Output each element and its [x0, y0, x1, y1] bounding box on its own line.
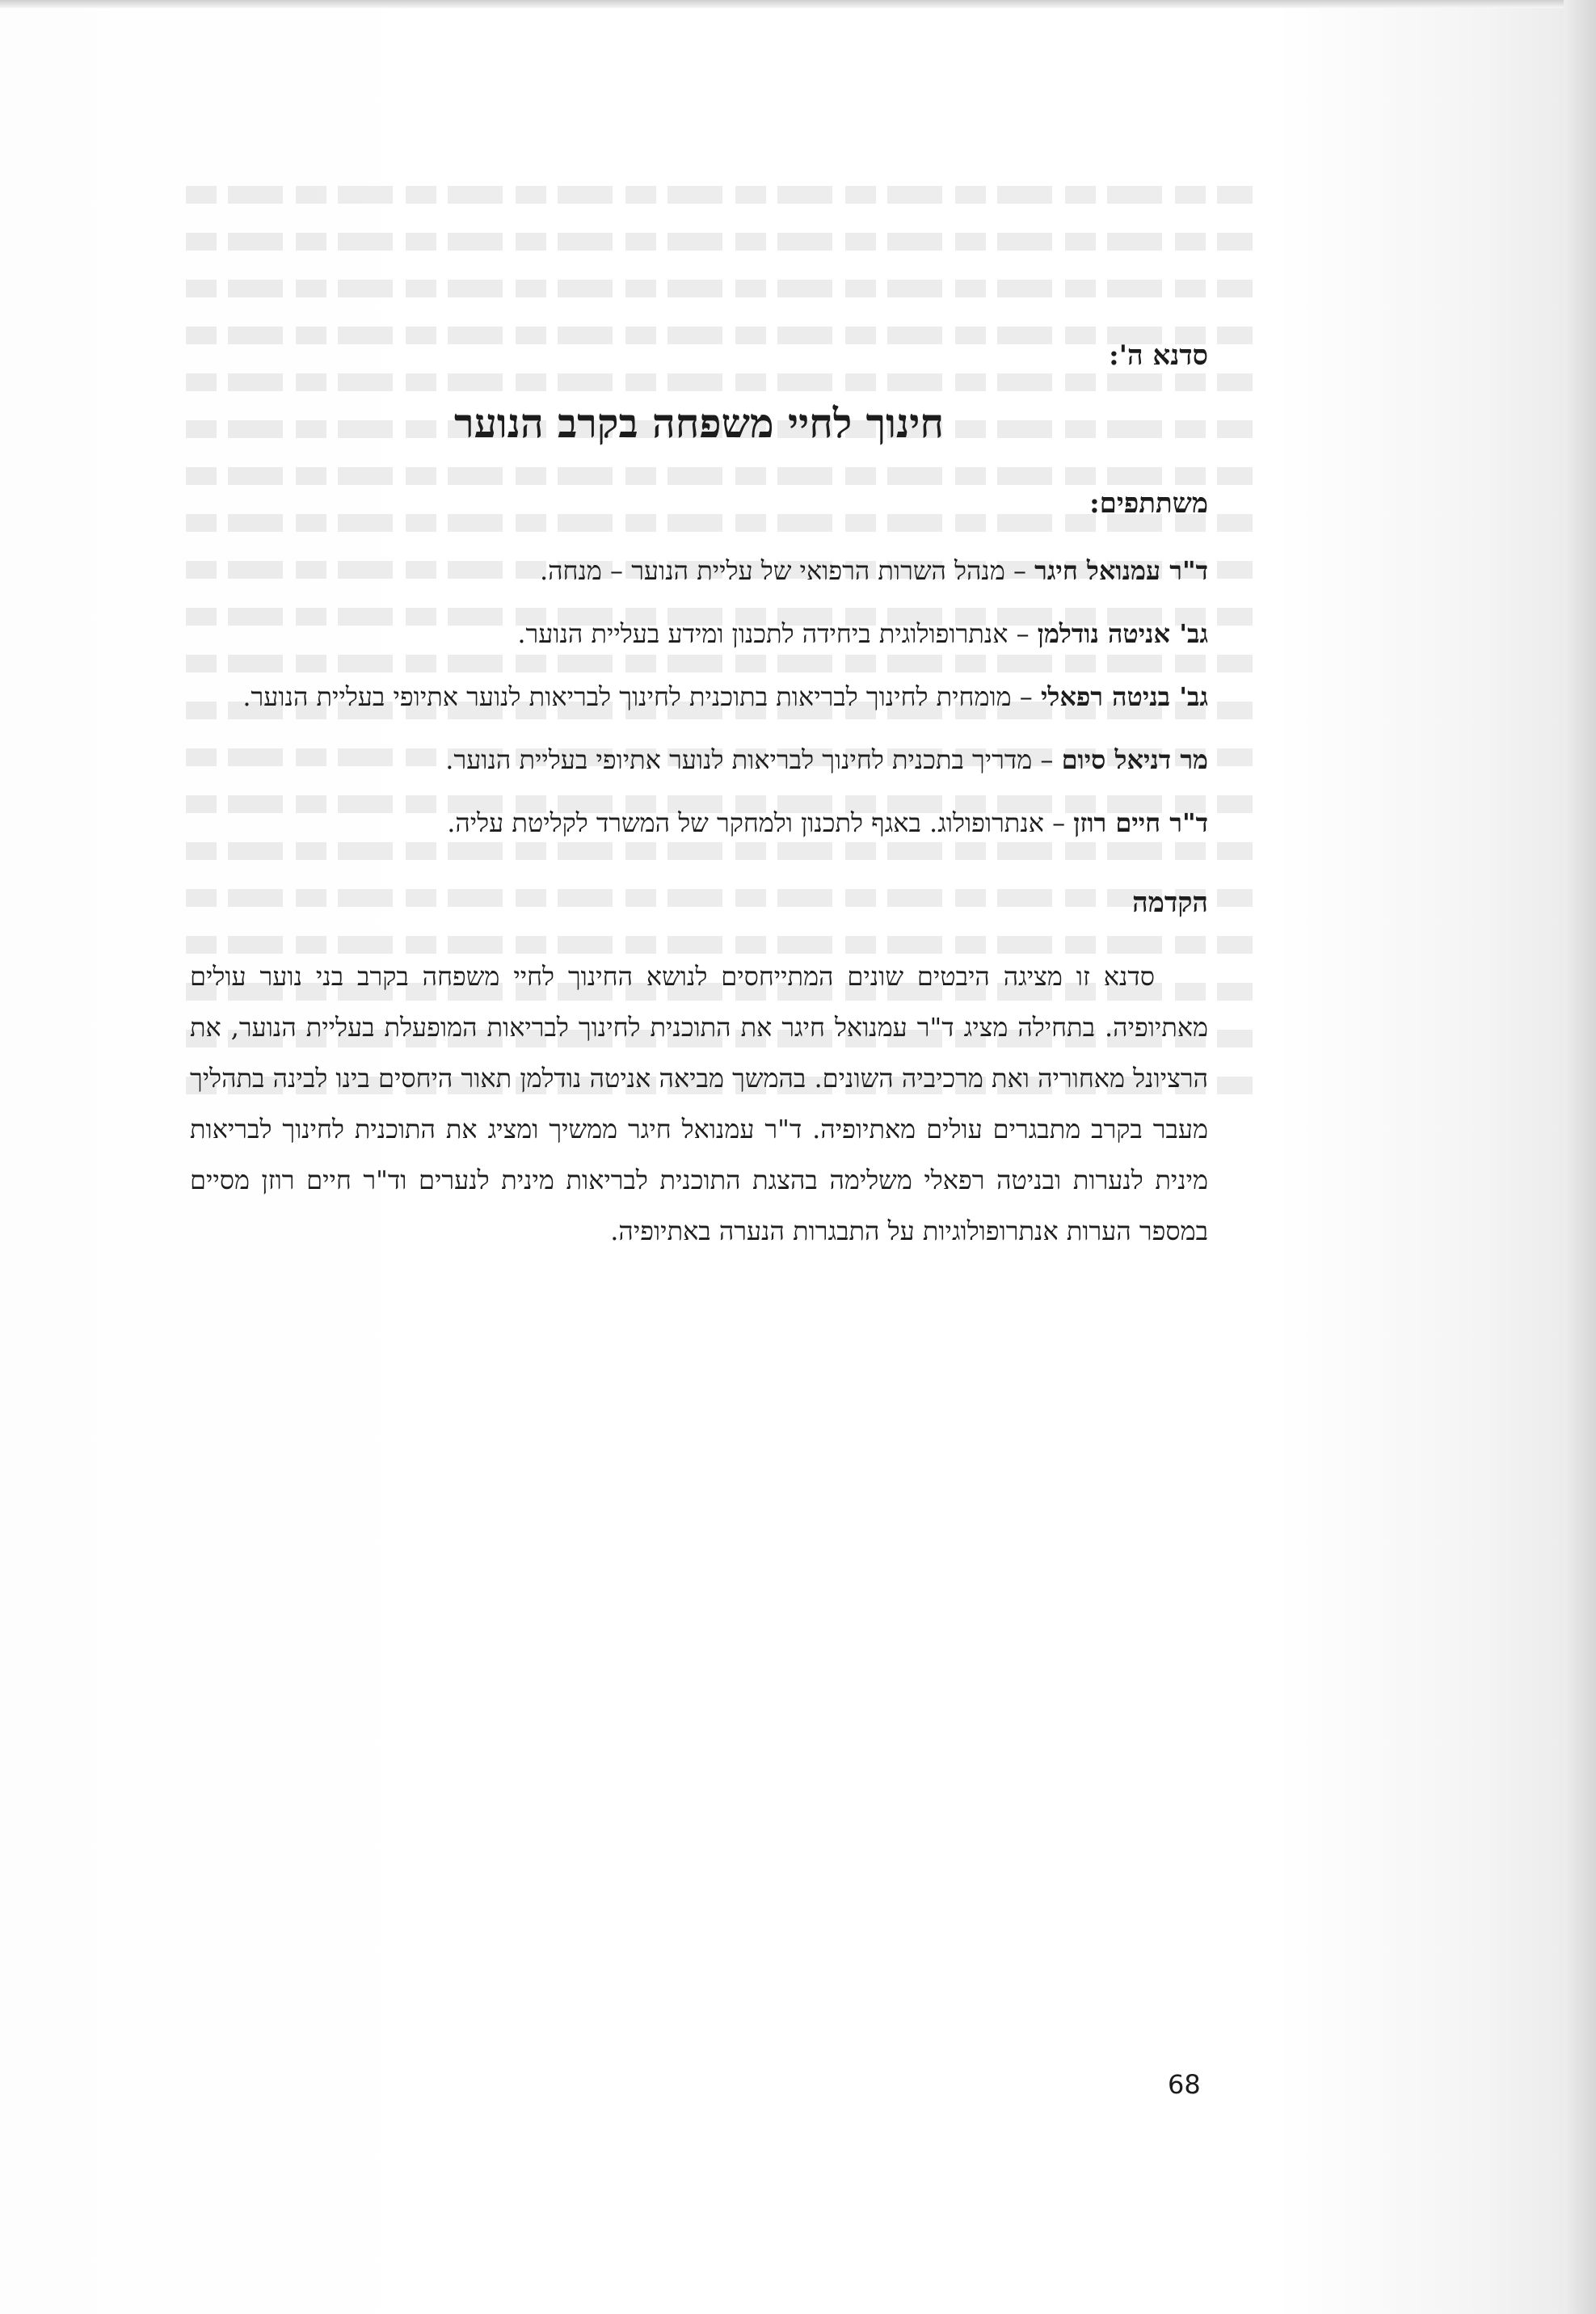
- participant-name: מר דניאל סיום: [1061, 744, 1208, 775]
- page-number: 68: [1168, 2069, 1201, 2100]
- page-right-shadow: [1564, 0, 1596, 2314]
- participant-name: גב' בניטה רפאלי: [1040, 681, 1208, 712]
- page-title: חינוך לחיי משפחה בקרב הנוער: [454, 399, 944, 447]
- participant-entry: [190, 795, 1208, 851]
- participants-heading: משתתפים:: [1089, 487, 1208, 520]
- participant-entry: [190, 542, 1208, 599]
- intro-heading: הקדמה: [1132, 887, 1208, 919]
- page-top-shadow: [0, 0, 1596, 8]
- participant-name: גב' אניטה נודלמן: [1037, 618, 1208, 649]
- participant-name: ד"ר חיים רוזן: [1073, 807, 1208, 838]
- participant-role: – אנתרופולוגית ביחידה לתכנון ומידע בעליית הנוער.: [517, 618, 1038, 649]
- participant-role: – מומחית לחינוך לבריאות בתוכנית לחינוך לבריאות לנוער אתיופי בעליית הנוער.: [242, 681, 1041, 712]
- participant-role: – מנהל השרות הרפואי של עליית הנוער – מנחה.: [539, 555, 1035, 586]
- participants-list: [190, 542, 1208, 851]
- participant-role: – מדריך בתכנית לחינוך לבריאות לנוער אתיופי בעליית הנוער.: [445, 744, 1062, 775]
- participant-entry: [190, 605, 1208, 662]
- participant-entry: [190, 668, 1208, 725]
- page-content: [190, 323, 1208, 1257]
- participant-entry: [190, 731, 1208, 788]
- participant-role: – אנתרופולוג. באגף לתכנון ולמחקר של המשרד לקליטת עליה.: [447, 807, 1074, 838]
- participant-name: ד"ר עמנואל חיגר: [1034, 555, 1208, 586]
- session-label: סדנא ה':: [1109, 339, 1208, 372]
- intro-paragraph: סדנא זו מציגה היבטים שונים המתייחסים לנושא החינוך לחיי משפחה בקרב בני נוער עולים מאתיופיה. בתחילה מציג ד"ר עמנואל חיגר את התוכנית לחינוך לבריאות המופעלת בעליית הנוער, את הרציונל מאחוריה ואת מרכיביה השונים. בהמשך מביאה אניטה נודלמן תאור היחסים בינו לבינה בתהליך מעבר בקרב מתבגרים עולים מאתיופיה. ד"ר עמנואל חיגר ממשיך ומציג את התוכנית לחינוך לבריאות מינית לנערות ובניטה רפאלי משלימה בהצגת התוכנית לבריאות מינית לנערים וד"ר חיים רוזן מסיים במספר הערות אנתרופולוגיות על התבגרות הנערה באתיופיה.: [190, 961, 1208, 1246]
